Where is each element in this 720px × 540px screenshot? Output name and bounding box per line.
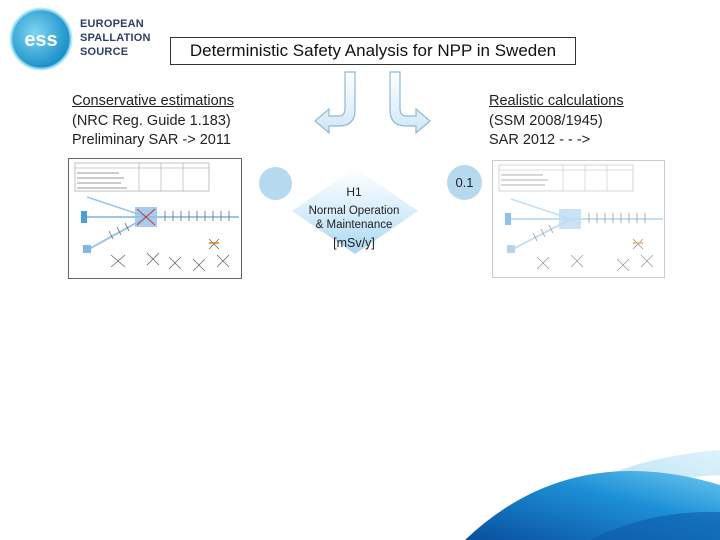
realistic-block [489, 92, 624, 151]
realistic-heading: Realistic calculations [489, 93, 624, 109]
conservative-heading: Conservative estimations [72, 93, 234, 109]
conservative-sar: Preliminary SAR -> 2011 [72, 132, 231, 148]
left-curved-arrow [315, 72, 355, 133]
realistic-guide: (SSM 2008/1945) [489, 112, 603, 129]
h1-label: H1 [346, 185, 362, 199]
conservative-block [72, 92, 234, 151]
dose-value: 0.1 [455, 175, 474, 190]
logo-line-3: SOURCE [80, 46, 129, 58]
conservative-diagram-thumbnail [68, 158, 242, 279]
conservative-diagram [69, 159, 242, 279]
ess-logo-mark-text: ess [24, 29, 58, 51]
logo-line-1: EUROPEAN [80, 18, 144, 30]
slide-title: Deterministic Safety Analysis for NPP in Sweden [170, 37, 576, 65]
ess-logo-mark [8, 6, 74, 72]
realistic-diagram [493, 161, 665, 278]
conservative-guide: (NRC Reg. Guide 1.183) [72, 112, 231, 129]
realistic-diagram-thumbnail [492, 160, 665, 278]
operation-label-line-1: Normal Operation [308, 205, 400, 217]
operation-label-line-2: & Maintenance [315, 219, 393, 231]
right-curved-arrow [390, 72, 430, 133]
decorative-swoosh [440, 400, 720, 540]
logo-line-2: SPALLATION [80, 32, 151, 44]
dose-value-circle [447, 165, 482, 200]
dose-unit-label: [mSv/y] [333, 236, 375, 250]
realistic-sar: SAR 2012 - - -> [489, 132, 591, 148]
ess-logo [8, 6, 158, 72]
split-arrows [305, 70, 440, 140]
